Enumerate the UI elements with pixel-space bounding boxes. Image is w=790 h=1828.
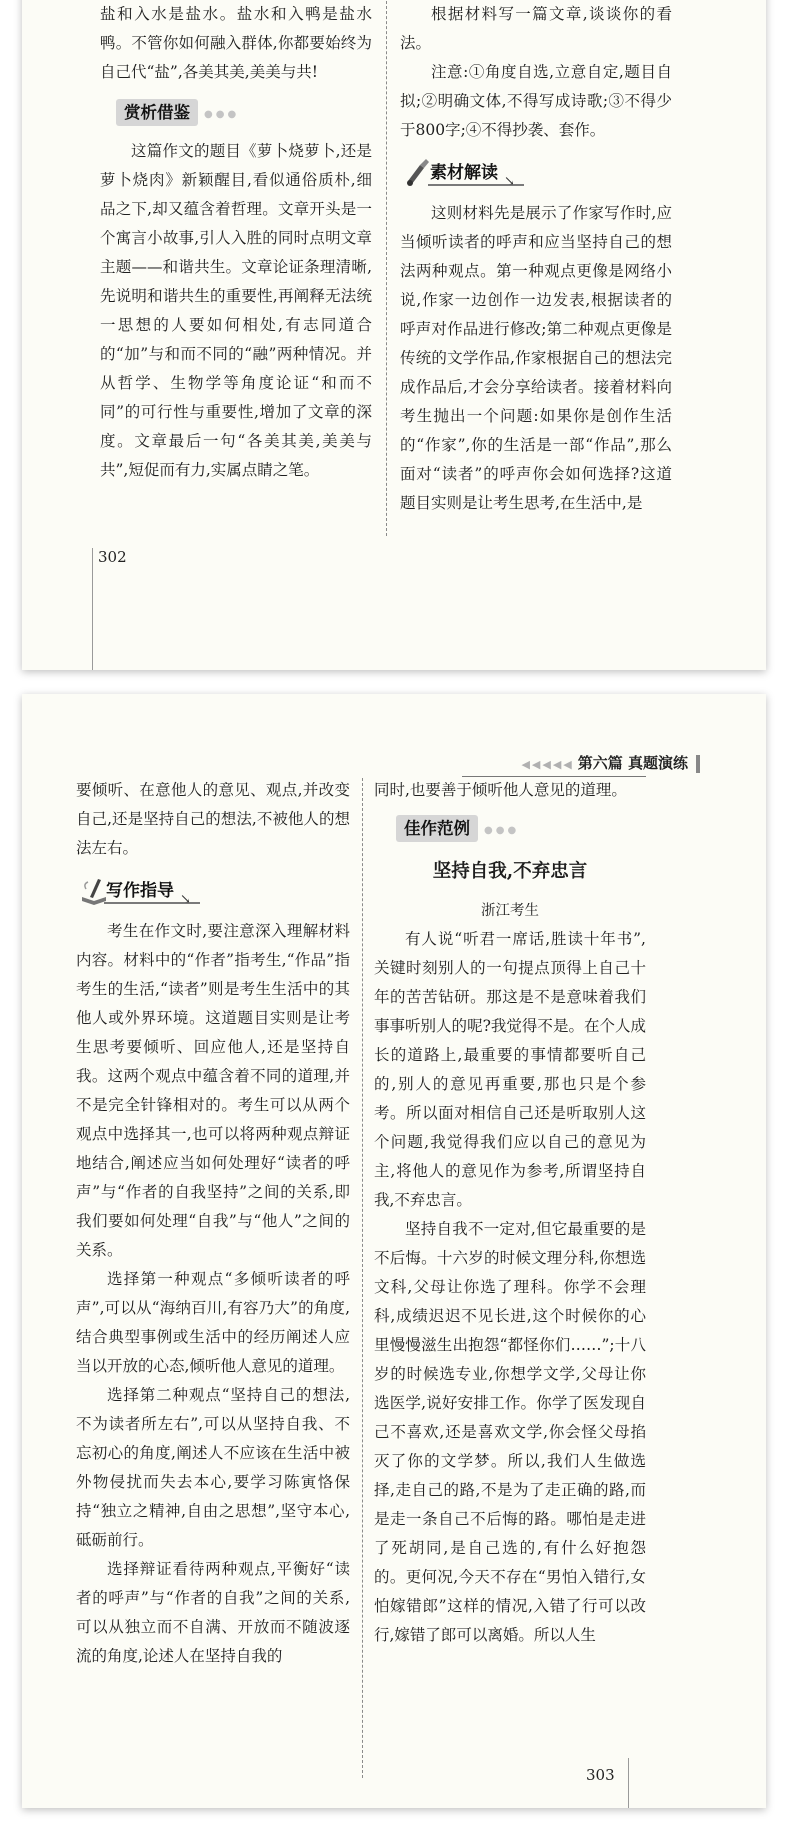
- closing-paragraph: 盐和入水是盐水。盐水和入鸭是盐水鸭。不管你如何融入群体,你都要始终为自己代“盐”,各美其美,美美与共!: [100, 5, 372, 81]
- arrow-icon: ↘: [504, 174, 515, 189]
- section-header-jiazuo: [396, 815, 646, 845]
- shangxi-label: 赏析借鉴: [116, 99, 198, 126]
- sucai-label: 素材解读: [430, 163, 498, 183]
- section-header-sucai: [400, 153, 672, 193]
- dots-decoration: ●●●: [484, 824, 520, 836]
- right-column: [374, 776, 646, 1650]
- left-column: [76, 776, 350, 1671]
- page-number: 302: [98, 548, 127, 566]
- xiezuo-label: 写作指导: [106, 881, 174, 901]
- right-column: [400, 0, 672, 518]
- essay-author: 浙江考生: [481, 902, 539, 919]
- essay-paragraph-1: 有人说“听君一席话,胜读十年书”,关键时刻别人的一句提点顶得上自己十年的苦苦钻研。那这是不是意味着我们事事听别人的呢?我觉得不是。在个人成长的道路上,最重要的事情都要听自己的,别人的意见再重要,那也只是个参考。所以面对相信自己还是听取别人这个问题,我觉得我们应以自己的意见为主,将他人的意见作为参考,所谓坚持自我,不弃忠言。: [374, 929, 646, 1209]
- page-302: [22, 0, 766, 670]
- instruction-paragraph: 根据材料写一篇文章,谈谈你的看法。: [400, 5, 672, 52]
- section-header-xiezuo: [76, 871, 350, 911]
- section-header-shangxi: [116, 99, 372, 129]
- xiezuo-paragraph-2: 选择第一种观点“多倾听读者的呼声”,可以从“海纳百川,有容乃大”的角度,结合典型事例或生活中的经历阐述人应当以开放的心态,倾听他人意见的道理。: [76, 1270, 350, 1375]
- pen-book-icon: [80, 875, 108, 905]
- bar-decoration: [696, 755, 700, 773]
- triangles-decoration: ◀◀◀◀◀: [521, 758, 574, 771]
- brush-icon: [404, 157, 432, 187]
- running-head-text: 第六篇 真题演练: [577, 754, 688, 772]
- dots-decoration: ●●●: [204, 108, 240, 120]
- notice-paragraph: 注意:①角度自选,立意自定,题目自拟;②明确文体,不得写成诗歌;③不得少于800字;④不得抄袭、套作。: [400, 63, 672, 139]
- essay-title: 坚持自我,不弃忠言: [432, 860, 588, 882]
- page-number: 303: [586, 1766, 615, 1784]
- sucai-paragraph: 这则材料先是展示了作家写作时,应当倾听读者的呼声和应当坚持自己的想法两种观点。第一种观点更像是网络小说,作家一边创作一边发表,根据读者的呼声对作品进行修改;第二种观点更像是传统的文学作品,作家根据自己的想法完成作品后,才会分享给读者。接着材料向考生抛出一个问题:如果你是创作生活的“作家”,你的生活是一部“作品”,那么面对“读者”的呼声你会如何选择?这道题目实则是让考生思考,在生活中,是: [400, 204, 672, 512]
- column-divider: [386, 0, 387, 536]
- page-303: [22, 694, 766, 1808]
- xiezuo-paragraph-1: 考生在作文时,要注意深入理解材料内容。材料中的“作者”指考生,“作品”指考生的生活,“读者”则是考生生活中的其他人或外界环境。这道题目实则是让考生思考要倾听、回应他人,还是坚持自我。这两个观点中蕴含着不同的道理,并不是完全针锋相对的。考生可以从两个观点中选择其一,也可以将两种观点辩证地结合,阐述应当如何处理好“读者的呼声”与“作者的自我坚持”之间的关系,即我们要如何处理“自我”与“他人”之间的关系。: [76, 922, 350, 1259]
- margin-rule: [92, 548, 93, 670]
- shangxi-paragraph: 这篇作文的题目《萝卜烧萝卜,还是萝卜烧肉》新颖醒目,看似通俗质朴,细品之下,却又蕴含着哲理。文章开头是一个寓言小故事,引人入胜的同时点明文章主题——和谐共生。文章论证条理清晰,先说明和谐共生的重要性,再阐释无法统一思想的人要如何相处,有志同道合的“加”与和而不同的“融”两种情况。并从哲学、生物学等角度论证“和而不同”的可行性与重要性,增加了文章的深度。文章最后一句“各美其美,美美与共”,短促而有力,实属点睛之笔。: [100, 141, 372, 479]
- margin-rule: [628, 1758, 629, 1808]
- column-divider: [362, 778, 363, 1778]
- essay-paragraph-2: 坚持自我不一定对,但它最重要的是不后悔。十六岁的时候文理分科,你想选文科,父母让你选了理科。你学不会理科,成绩迟迟不见长进,这个时候你的心里慢慢滋生出抱怨“都怪你们……”;十八岁的时候选专业,你想学文学,父母让你选医学,说好安排工作。你学了医发现自己不喜欢,还是喜欢文学,你会怪父母掐灭了你的文学梦。所以,我们人生做选择,走自己的路,不是为了走正确的路,而是走一条自己不后悔的路。哪怕是走进了死胡同,是自己选的,有什么好抱怨的。更何况,今天不存在“男怕入错行,女怕嫁错郎”这样的情况,入错了行可以改行,嫁错了郎可以离婚。所以人生: [374, 1219, 646, 1644]
- arrow-icon: ↘: [180, 892, 191, 907]
- left-column: [100, 0, 372, 485]
- xiezuo-paragraph-4: 选择辩证看待两种观点,平衡好“读者的呼声”与“作者的自我”之间的关系,可以从独立而不自满、开放而不随波逐流的角度,论述人在坚持自我的: [76, 1560, 350, 1665]
- running-head: [521, 752, 700, 773]
- continued-line: 同时,也要善于倾听他人意见的道理。: [374, 781, 627, 799]
- continued-paragraph: 要倾听、在意他人的意见、观点,并改变自己,还是坚持自己的想法,不被他人的想法左右。: [76, 781, 350, 857]
- xiezuo-paragraph-3: 选择第二种观点“坚持自己的想法,不为读者所左右”,可以从坚持自我、不忘初心的角度,阐述人不应该在生活中被外物侵扰而失去本心,要学习陈寅恪保持“独立之精神,自由之思想”,坚守本心,砥砺前行。: [76, 1386, 350, 1549]
- jiazuo-label: 佳作范例: [396, 815, 478, 842]
